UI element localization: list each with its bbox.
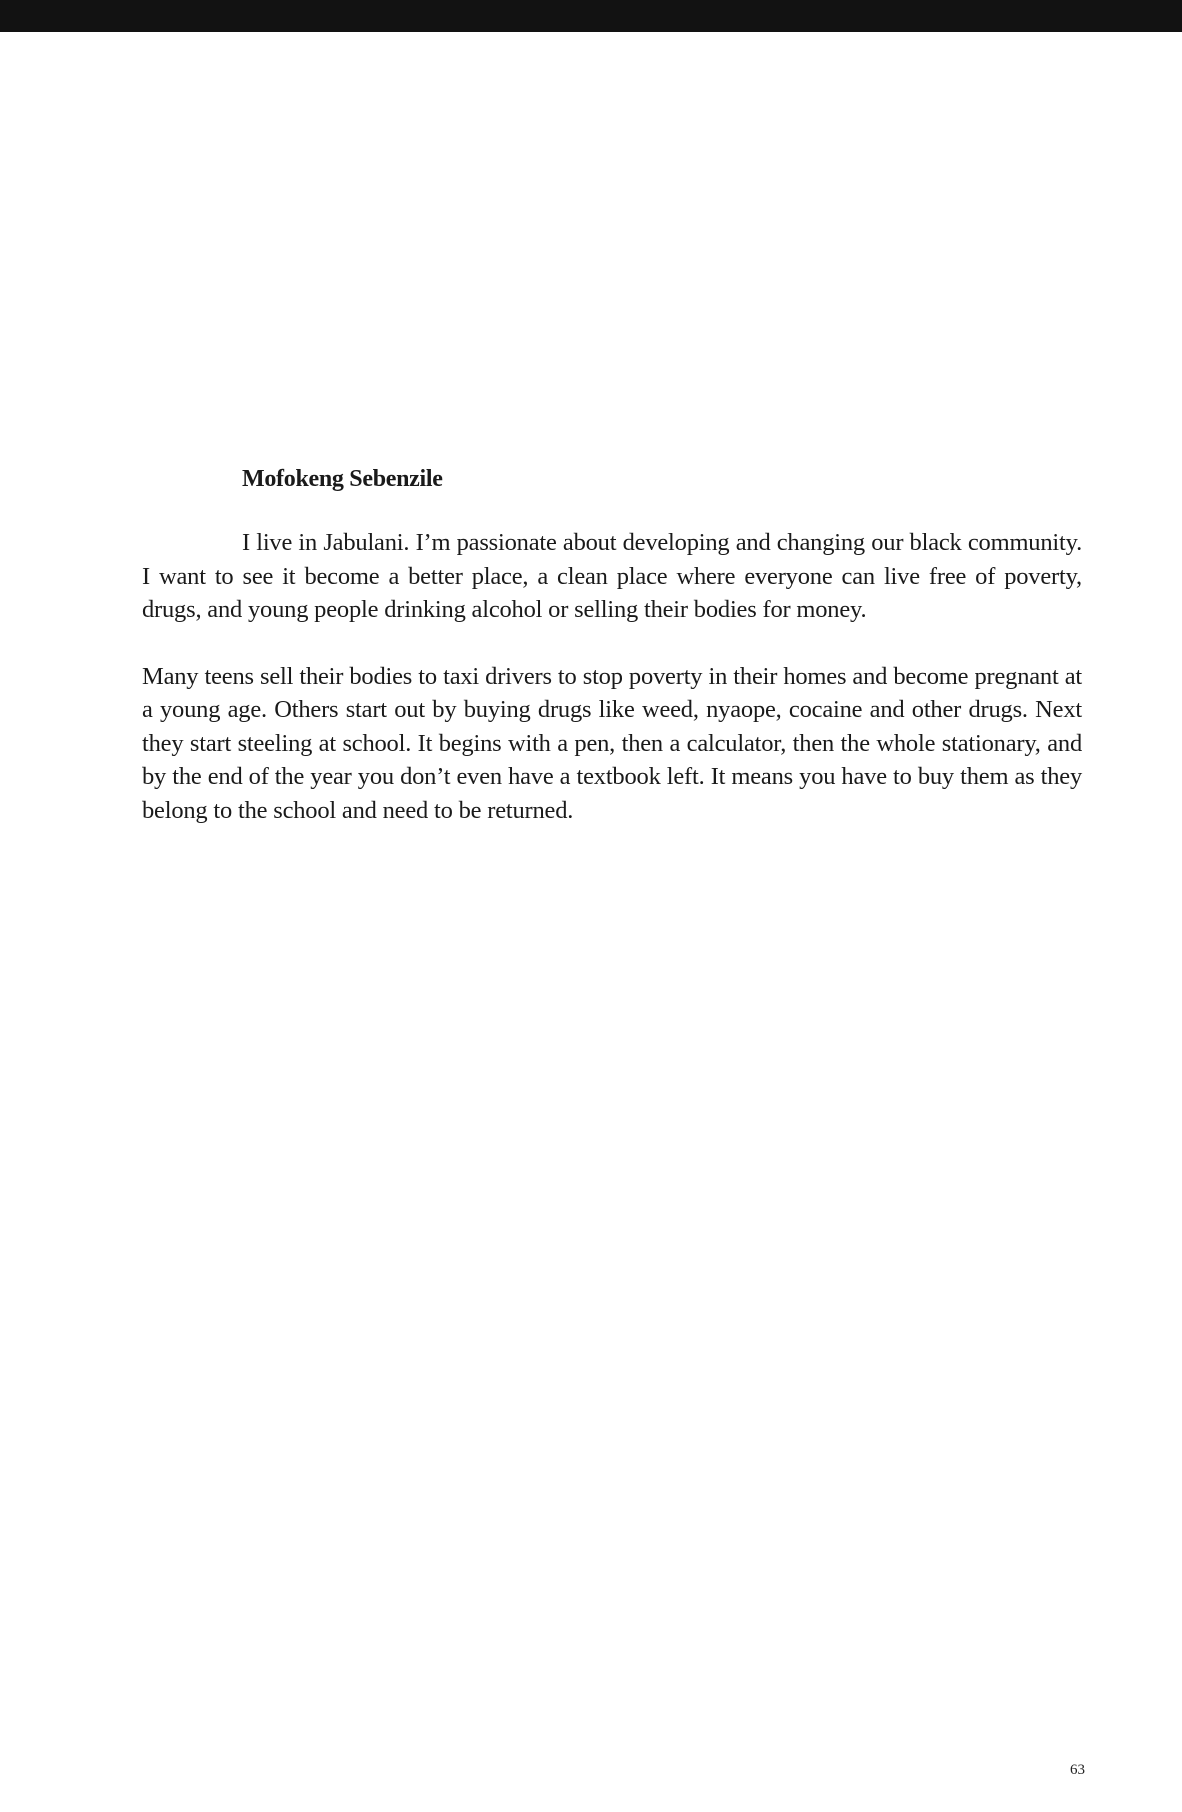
author-heading: Mofokeng Sebenzile: [242, 466, 443, 492]
paragraph-body: Many teens sell their bodies to taxi drivers to stop poverty in their homes and become pregnant at a young age. Others start out by buying drugs like weed, nyaope, cocaine and other drugs. Next they start steeling at school. It begins with a pen, then a calculator, then the whole stationary, and by the end of the year you don’t even have a textbook left. It means you have to buy them as they belong to the school and need to be returned.: [142, 662, 1082, 824]
page-number: 63: [1070, 1762, 1085, 1778]
top-bar: [0, 0, 1182, 32]
paragraph-intro: I live in Jabulani. I’m passionate about developing and changing our black community. I want to see it become a better place, a clean place where everyone can live free of poverty, drugs, and young people drinking alcohol or selling their bodies for money.: [142, 529, 1082, 623]
document-body: [142, 462, 1082, 827]
